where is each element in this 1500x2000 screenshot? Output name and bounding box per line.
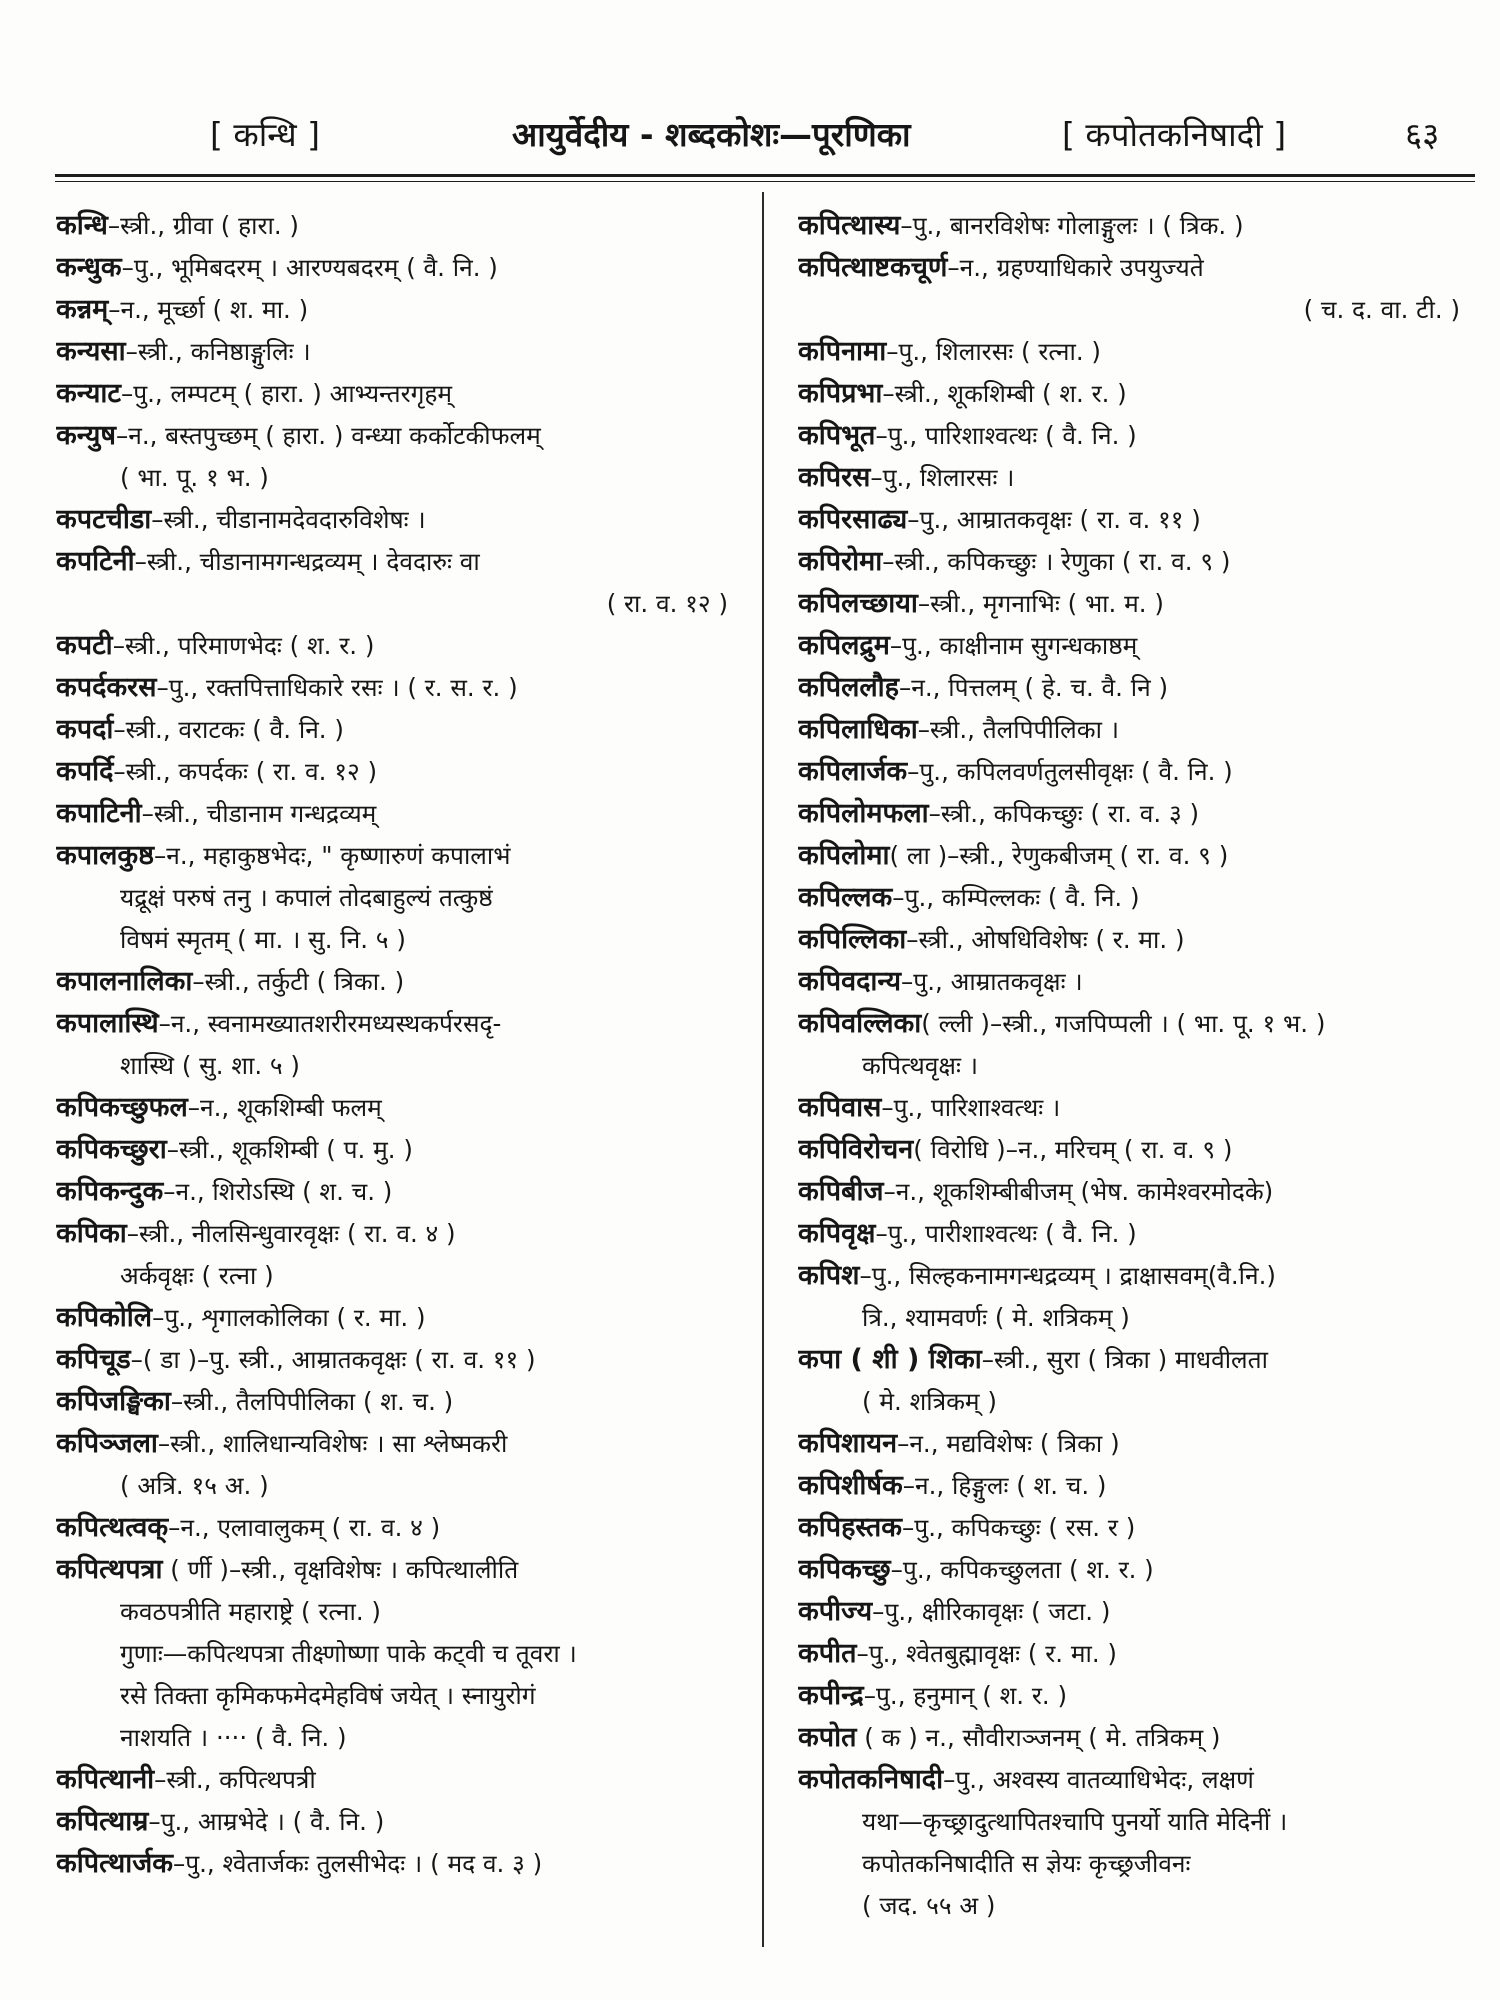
dictionary-entry xyxy=(798,1549,1478,1591)
entry-first-line xyxy=(56,415,746,457)
entry-headword: कपर्दि xyxy=(56,756,114,787)
entry-headword: कपिबीज xyxy=(798,1176,884,1207)
entry-headword: कपालनालिका xyxy=(56,966,193,997)
entry-headword: कपटिनी xyxy=(56,546,135,577)
entry-definition: –पु., आम्रातकवृक्षः । xyxy=(901,967,1083,996)
entry-first-line xyxy=(798,1591,1478,1633)
entry-first-line xyxy=(56,1759,746,1801)
entry-definition: –स्त्री., शूकशिम्बी ( श. र. ) xyxy=(882,379,1127,408)
entry-first-line xyxy=(798,1759,1478,1801)
entry-first-line xyxy=(56,1507,746,1549)
dictionary-entry xyxy=(798,1087,1478,1129)
entry-definition: –पु., शिलारसः । xyxy=(870,463,1015,492)
entry-definition: ( ला )–स्त्री., रेणुकबीजम् ( रा. व. ९ ) xyxy=(889,841,1229,870)
entry-definition: –पु., कपिलवर्णतुलसीवृक्षः ( वै. नि. ) xyxy=(907,757,1233,786)
entry-definition: –न., शिरोऽस्थि ( श. च. ) xyxy=(163,1177,393,1206)
dictionary-entry xyxy=(798,415,1478,457)
dictionary-entry xyxy=(798,247,1478,331)
entry-definition: –पु., सिल्हकनामगन्धद्रव्यम् । द्राक्षासवम्(वै.नि.) xyxy=(859,1261,1276,1290)
entry-headword: कपित्थाष्टकचूर्ण xyxy=(798,252,948,283)
entry-headword: कन्धुक xyxy=(56,252,122,283)
entry-reference: ( च. द. वा. टी. ) xyxy=(1303,295,1460,324)
entry-definition: –न., पित्तलम् ( हे. च. वै. नि ) xyxy=(899,673,1169,702)
entry-first-line xyxy=(56,499,746,541)
entry-headword: कपिप्रभा xyxy=(798,378,883,409)
entry-definition: –न., मद्यविशेषः ( त्रिका ) xyxy=(897,1429,1120,1458)
entry-first-line xyxy=(56,793,746,835)
entry-headword: कपिकच्छुफल xyxy=(56,1092,188,1123)
entry-first-line xyxy=(56,205,746,247)
header-rule-thick xyxy=(55,174,1475,177)
entry-headword: कपिलार्जक xyxy=(798,756,908,787)
dictionary-entry xyxy=(56,1297,746,1339)
entry-definition: ( र्णी )–स्त्री., वृक्षविशेषः । कपित्थालीति xyxy=(162,1555,519,1584)
entry-headword: कपाटिनी xyxy=(56,798,142,829)
entry-headword: कपीन्द्र xyxy=(798,1680,864,1711)
entry-headword: कपिवास xyxy=(798,1092,882,1123)
dictionary-entry xyxy=(798,583,1478,625)
dictionary-entry xyxy=(798,1507,1478,1549)
entry-first-line xyxy=(798,625,1478,667)
entry-headword: कपित्थत्वक् xyxy=(56,1512,169,1543)
entry-definition: –पु., कपिकच्छुः ( रस. र ) xyxy=(902,1513,1136,1542)
entry-first-line xyxy=(798,1549,1478,1591)
entry-headword: कपिवल्लिका xyxy=(798,1008,922,1039)
entry-headword: कपिवदान्य xyxy=(798,966,902,997)
entry-first-line xyxy=(56,751,746,793)
entry-definition: –पु., हनुमान् ( श. र. ) xyxy=(863,1681,1068,1710)
entry-definition: –स्त्री., कपर्दकः ( रा. व. १२ ) xyxy=(113,757,378,786)
entry-headword: कपर्दा xyxy=(56,714,114,745)
entry-first-line xyxy=(798,1339,1478,1381)
entry-headword: कपिरसाढ्य xyxy=(798,504,908,535)
entry-definition: –स्त्री., परिमाणभेदः ( श. र. ) xyxy=(112,631,375,660)
dictionary-entry xyxy=(56,667,746,709)
entry-headword: कन्नम् xyxy=(56,294,109,325)
entry-headword: कपालास्थि xyxy=(56,1008,159,1039)
entry-definition: –स्त्री., चीडानामगन्धद्रव्यम् । देवदारुः वा xyxy=(134,547,480,576)
entry-continuation: कपोतकनिषादीति स ज्ञेयः कृच्छ्रजीवनः xyxy=(862,1849,1191,1878)
dictionary-entry xyxy=(798,625,1478,667)
entry-headword: कपर्दकरस xyxy=(56,672,157,703)
entry-first-line xyxy=(56,1171,746,1213)
entry-first-line xyxy=(798,1507,1478,1549)
entry-first-line xyxy=(56,331,746,373)
entry-first-line xyxy=(56,1339,746,1381)
entry-first-line xyxy=(56,625,746,667)
entry-definition: ( ल्ली )–स्त्री., गजपिप्पली । ( भा. पू. १ भ. ) xyxy=(921,1009,1326,1038)
entry-first-line xyxy=(798,457,1478,499)
entry-first-line xyxy=(798,835,1478,877)
entry-definition: –स्त्री., चीडानाम गन्धद्रव्यम् xyxy=(141,799,377,828)
entry-definition: –स्त्री., शालिधान्यविशेषः । सा श्लेष्मकरी xyxy=(157,1429,508,1458)
entry-first-line xyxy=(798,1087,1478,1129)
entry-headword: कपिरोमा xyxy=(798,546,883,577)
entry-definition: –पु., अश्वस्य वातव्याधिभेदः, लक्षणं xyxy=(943,1765,1254,1794)
entry-definition: –स्त्री., वराटकः ( वै. नि. ) xyxy=(113,715,344,744)
dictionary-entry xyxy=(56,1381,746,1423)
dictionary-entry xyxy=(56,289,746,331)
entry-first-line xyxy=(798,1003,1478,1045)
dictionary-entry xyxy=(798,205,1478,247)
dictionary-entry xyxy=(56,1339,746,1381)
dictionary-entry xyxy=(56,1087,746,1129)
entry-continuation: ( भा. पू. १ भ. ) xyxy=(120,463,269,492)
entry-reference: ( रा. व. १२ ) xyxy=(606,589,728,618)
entry-headword: कपिवृक्ष xyxy=(798,1218,876,1249)
entry-headword: कन्युष xyxy=(56,420,116,451)
entry-first-line xyxy=(798,373,1478,415)
dictionary-entry xyxy=(798,331,1478,373)
entry-headword: कपित्थानी xyxy=(56,1764,155,1795)
dictionary-entry xyxy=(798,1717,1478,1759)
entry-first-line xyxy=(56,709,746,751)
dictionary-entry xyxy=(798,1633,1478,1675)
entry-headword: कन्धि xyxy=(56,210,108,241)
entry-first-line xyxy=(798,541,1478,583)
entry-definition: –पु., क्षीरिकावृक्षः ( जटा. ) xyxy=(872,1597,1111,1626)
dictionary-entry xyxy=(56,373,746,415)
entry-definition: ( विरोधि )–न., मरिचम् ( रा. व. ९ ) xyxy=(913,1135,1233,1164)
entry-continuation: शास्थि ( सु. शा. ५ ) xyxy=(120,1051,300,1080)
entry-continuation: रसे तिक्ता कृमिकफमेदमेहविषं जयेत् । स्नायुरोगं xyxy=(120,1681,536,1710)
entry-headword: कपिश xyxy=(798,1260,860,1291)
entry-definition: –स्त्री., कपित्थपत्री xyxy=(154,1765,316,1794)
dictionary-entry xyxy=(56,625,746,667)
entry-headword: कपिहस्तक xyxy=(798,1512,903,1543)
dictionary-entry xyxy=(798,1465,1478,1507)
entry-definition: –स्त्री., सुरा ( त्रिका ) माधवीलता xyxy=(981,1345,1268,1374)
entry-headword: कपिका xyxy=(56,1218,127,1249)
entry-definition: –स्त्री., नीलसिन्धुवारवृक्षः ( रा. व. ४ ) xyxy=(126,1219,456,1248)
entry-continuation: विषमं स्मृतम् ( मा. । सु. नि. ५ ) xyxy=(120,925,406,954)
dictionary-entry xyxy=(56,1801,746,1843)
entry-first-line xyxy=(798,919,1478,961)
entry-first-line xyxy=(798,583,1478,625)
entry-first-line xyxy=(56,1213,746,1255)
dictionary-entry xyxy=(798,1003,1478,1087)
entry-headword: कपिशीर्षक xyxy=(798,1470,903,1501)
entry-headword: कपिचूड xyxy=(56,1344,131,1375)
entry-definition: –स्त्री., तर्कुटी ( त्रिका. ) xyxy=(192,967,405,996)
entry-definition: –पु., पारिशाश्वत्थः ( वै. नि. ) xyxy=(875,421,1137,450)
entry-definition: –पु., भूमिबदरम् । आरण्यबदरम् ( वै. नि. ) xyxy=(121,253,498,282)
header-title: आयुर्वेदीय - शब्दकोशः—पूरणिका xyxy=(512,115,911,154)
dictionary-entry xyxy=(798,793,1478,835)
entry-definition: –पु., आम्रातकवृक्षः ( रा. व. ११ ) xyxy=(907,505,1201,534)
dictionary-entry xyxy=(56,1171,746,1213)
entry-first-line xyxy=(798,1255,1478,1297)
dictionary-entry xyxy=(798,751,1478,793)
column-divider xyxy=(762,192,764,1947)
entry-definition: –पु., बानरविशेषः गोलाङ्गुलः । ( त्रिक. ) xyxy=(900,211,1244,240)
dictionary-entry xyxy=(56,499,746,541)
entry-headword: कपिलोमा xyxy=(798,840,890,871)
entry-definition: –पु., लम्पटम् ( हारा. ) आभ्यन्तरगृहम् xyxy=(120,379,453,408)
entry-first-line xyxy=(798,709,1478,751)
entry-headword: कपिञ्जला xyxy=(56,1428,158,1459)
entry-definition: –पु., कम्पिल्लकः ( वै. नि. ) xyxy=(892,883,1140,912)
running-header xyxy=(0,105,1500,165)
dictionary-entry xyxy=(56,541,746,625)
entry-headword: कपिकच्छुरा xyxy=(56,1134,167,1165)
dictionary-entry xyxy=(798,1171,1478,1213)
entry-continuation: यद्रूक्षं परुषं तनु । कपालं तोदबाहुल्यं तत्कुष्ठं xyxy=(120,883,493,912)
dictionary-entry xyxy=(798,961,1478,1003)
dictionary-entry xyxy=(798,877,1478,919)
entry-headword: कपीत xyxy=(798,1638,857,1669)
entry-continuation: कवठपत्रीति महाराष्ट्रे ( रत्ना. ) xyxy=(120,1597,381,1626)
entry-definition: –न., एलावालुकम् ( रा. व. ४ ) xyxy=(168,1513,441,1542)
dictionary-entry xyxy=(798,1213,1478,1255)
entry-headword: कपोतकनिषादी xyxy=(798,1764,944,1795)
header-left-guideword: [ कन्धि ] xyxy=(210,115,321,154)
entry-definition: –( डा )–पु. स्त्री., आम्रातकवृक्षः ( रा. व. ११ ) xyxy=(130,1345,536,1374)
right-column xyxy=(798,205,1478,1927)
entry-continuation: कपित्थवृक्षः । xyxy=(862,1051,979,1080)
entry-definition: –न., ग्रहण्याधिकारे उपयुज्यते xyxy=(947,253,1204,282)
entry-first-line xyxy=(56,373,746,415)
entry-first-line xyxy=(56,541,746,583)
dictionary-entry xyxy=(798,1339,1478,1423)
entry-first-line xyxy=(798,1717,1478,1759)
dictionary-entry xyxy=(56,205,746,247)
entry-definition: –स्त्री., चीडानामदेवदारुविशेषः । xyxy=(151,505,426,534)
entry-definition: –स्त्री., तैलपिपीलिका । xyxy=(917,715,1120,744)
entry-definition: –स्त्री., कपिकच्छुः । रेणुका ( रा. व. ९ ) xyxy=(882,547,1231,576)
entry-definition: –पु., श्वेतबुह्मावृक्षः ( र. मा. ) xyxy=(856,1639,1117,1668)
entry-first-line xyxy=(798,499,1478,541)
dictionary-entry xyxy=(798,457,1478,499)
entry-first-line xyxy=(56,1381,746,1423)
entry-definition: –न., बस्तपुच्छम् ( हारा. ) वन्ध्या कर्कोटकीफलम् xyxy=(115,421,541,450)
entry-first-line xyxy=(56,289,746,331)
dictionary-entry xyxy=(56,1549,746,1759)
entry-definition: –पु., श्वेतार्जकः तुलसीभेदः । ( मद व. ३ ) xyxy=(172,1849,543,1878)
entry-definition: –पु., काक्षीनाम सुगन्धकाष्ठम् xyxy=(889,631,1138,660)
entry-first-line xyxy=(56,247,746,289)
entry-first-line xyxy=(798,877,1478,919)
entry-definition: –पु., कपिकच्छुलता ( श. र. ) xyxy=(890,1555,1154,1584)
entry-definition: –न., स्वनामख्यातशरीरमध्यस्थकर्परसदृ- xyxy=(158,1009,502,1038)
entry-first-line xyxy=(798,415,1478,457)
entry-headword: कपित्थार्जक xyxy=(56,1848,173,1879)
entry-headword: कपटचीडा xyxy=(56,504,152,535)
dictionary-entry xyxy=(798,919,1478,961)
dictionary-entry xyxy=(798,1591,1478,1633)
header-right-guideword: [ कपोतकनिषादी ] xyxy=(1062,115,1287,154)
entry-definition: –पु., पारीशाश्वत्थः ( वै. नि. ) xyxy=(875,1219,1137,1248)
entry-headword: कपिजङ्घिका xyxy=(56,1386,171,1417)
dictionary-entry xyxy=(56,835,746,961)
dictionary-entry xyxy=(798,1255,1478,1339)
entry-definition: –न., मूर्च्छा ( श. मा. ) xyxy=(108,295,309,324)
entry-first-line xyxy=(56,961,746,1003)
entry-first-line xyxy=(798,793,1478,835)
entry-definition: –पु., शिलारसः ( रत्ना. ) xyxy=(886,337,1101,366)
left-column xyxy=(56,205,746,1885)
page-number: ६३ xyxy=(1405,115,1440,154)
entry-headword: कपित्थपत्रा xyxy=(56,1554,163,1585)
entry-continuation: अर्कवृक्षः ( रत्ना ) xyxy=(120,1261,274,1290)
entry-first-line xyxy=(798,205,1478,247)
entry-first-line xyxy=(798,1213,1478,1255)
entry-definition: –स्त्री., मृगनाभिः ( भा. म. ) xyxy=(917,589,1164,618)
entry-first-line xyxy=(56,1003,746,1045)
dictionary-entry xyxy=(56,1129,746,1171)
dictionary-entry xyxy=(56,751,746,793)
dictionary-entry xyxy=(56,1003,746,1087)
entry-headword: कपिभूत xyxy=(798,420,876,451)
entry-continuation: यथा—कृच्छ्रादुत्थापितश्चापि पुनर्यो याति मेदिनीं । xyxy=(862,1807,1288,1836)
entry-first-line xyxy=(56,1423,746,1465)
entry-first-line xyxy=(56,1087,746,1129)
entry-headword: कपिल्लक xyxy=(798,882,893,913)
dictionary-entry xyxy=(56,1507,746,1549)
entry-first-line xyxy=(56,835,746,877)
entry-first-line xyxy=(56,1297,746,1339)
dictionary-entry xyxy=(798,1129,1478,1171)
dictionary-entry xyxy=(798,541,1478,583)
entry-first-line xyxy=(56,667,746,709)
dictionary-entry xyxy=(798,667,1478,709)
dictionary-entry xyxy=(798,1675,1478,1717)
entry-headword: कपिललौह xyxy=(798,672,900,703)
dictionary-entry xyxy=(56,415,746,499)
entry-headword: कपिलद्रुम xyxy=(798,630,890,661)
entry-headword: कपटी xyxy=(56,630,113,661)
entry-headword: कपिनामा xyxy=(798,336,887,367)
entry-definition: –पु., आम्रभेदे । ( वै. नि. ) xyxy=(148,1807,385,1836)
dictionary-entry xyxy=(798,1423,1478,1465)
entry-headword: कपोत xyxy=(798,1722,857,1753)
entry-definition: –स्त्री., कपिकच्छुः ( रा. व. ३ ) xyxy=(928,799,1200,828)
entry-first-line xyxy=(798,667,1478,709)
entry-headword: कपालकुष्ठ xyxy=(56,840,155,871)
dictionary-entry xyxy=(798,499,1478,541)
entry-headword: कपिकन्दुक xyxy=(56,1176,164,1207)
header-rule-thin xyxy=(55,181,1475,182)
dictionary-entry xyxy=(56,247,746,289)
dictionary-entry xyxy=(56,1759,746,1801)
entry-definition: –न., शूकशिम्बीबीजम् (भेष. कामेश्वरमोदके) xyxy=(883,1177,1274,1206)
entry-continuation: नाशयति । ···· ( वै. नि. ) xyxy=(120,1723,347,1752)
dictionary-entry xyxy=(798,835,1478,877)
entry-definition: –पु., रक्तपित्ताधिकारे रसः । ( र. स. र. ) xyxy=(156,673,518,702)
dictionary-entry xyxy=(798,373,1478,415)
entry-continuation: गुणाः—कपित्थपत्रा तीक्ष्णोष्णा पाके कट्वी च तूवरा । xyxy=(120,1639,577,1668)
entry-headword: कपिशायन xyxy=(798,1428,898,1459)
entry-definition: ( क ) न., सौवीराञ्जनम् ( मे. तत्रिकम् ) xyxy=(856,1723,1221,1752)
dictionary-entry xyxy=(798,1759,1478,1927)
entry-first-line xyxy=(798,1171,1478,1213)
entry-first-line xyxy=(798,247,1478,289)
entry-continuation: ( अत्रि. १५ अ. ) xyxy=(120,1471,269,1500)
entry-first-line xyxy=(798,1675,1478,1717)
dictionary-entry xyxy=(56,961,746,1003)
entry-continuation: ( जद. ५५ अ ) xyxy=(862,1891,996,1920)
entry-headword: कपीज्य xyxy=(798,1596,873,1627)
entry-definition: –स्त्री., ग्रीवा ( हारा. ) xyxy=(107,211,299,240)
entry-first-line xyxy=(798,1633,1478,1675)
dictionary-entry xyxy=(56,1843,746,1885)
entry-definition: –न., महाकुष्ठभेदः, " कृष्णारुणं कपालाभं xyxy=(154,841,511,870)
dictionary-entry xyxy=(798,709,1478,751)
entry-first-line xyxy=(56,1843,746,1885)
entry-definition: –स्त्री., शूकशिम्बी ( प. मु. ) xyxy=(166,1135,413,1164)
entry-first-line xyxy=(798,751,1478,793)
entry-headword: कपित्थास्य xyxy=(798,210,901,241)
entry-definition: –स्त्री., तैलपिपीलिका ( श. च. ) xyxy=(170,1387,454,1416)
entry-headword: कपिरस xyxy=(798,462,871,493)
entry-headword: कपिलच्छाया xyxy=(798,588,918,619)
entry-headword: कपिलोमफला xyxy=(798,798,929,829)
dictionary-entry xyxy=(56,709,746,751)
entry-definition: –पु., पारिशाश्वत्थः । xyxy=(881,1093,1061,1122)
entry-first-line xyxy=(56,1129,746,1171)
entry-headword: कपिकच्छु xyxy=(798,1554,891,1585)
entry-headword: कपिकोलि xyxy=(56,1302,153,1333)
entry-headword: कपिलाधिका xyxy=(798,714,918,745)
entry-continuation: ( मे. शत्रिकम् ) xyxy=(862,1387,997,1416)
entry-first-line xyxy=(56,1549,746,1591)
entry-continuation: त्रि., श्यामवर्णः ( मे. शत्रिकम् ) xyxy=(862,1303,1130,1332)
dictionary-entry xyxy=(56,793,746,835)
entry-first-line xyxy=(56,1801,746,1843)
dictionary-entry xyxy=(56,331,746,373)
entry-definition: –न., हिङ्गुलः ( श. च. ) xyxy=(902,1471,1107,1500)
entry-definition: –स्त्री., कनिष्ठाङ्गुलिः । xyxy=(125,337,311,366)
entry-definition: –स्त्री., ओषधिविशेषः ( र. मा. ) xyxy=(906,925,1185,954)
dictionary-entry xyxy=(56,1423,746,1507)
entry-headword: कपा ( शी ) शिका xyxy=(798,1344,982,1375)
entry-first-line xyxy=(798,1129,1478,1171)
entry-definition: –पु., शृगालकोलिका ( र. मा. ) xyxy=(152,1303,426,1332)
entry-first-line xyxy=(798,1423,1478,1465)
entry-headword: कन्याट xyxy=(56,378,121,409)
entry-first-line xyxy=(798,331,1478,373)
entry-first-line xyxy=(798,1465,1478,1507)
dictionary-entry xyxy=(56,1213,746,1297)
entry-definition: –न., शूकशिम्बी फलम् xyxy=(187,1093,382,1122)
entry-headword: कपित्थाम्र xyxy=(56,1806,149,1837)
entry-headword: कन्यसा xyxy=(56,336,126,367)
entry-first-line xyxy=(798,961,1478,1003)
entry-headword: कपिविरोचन xyxy=(798,1134,914,1165)
entry-headword: कपिल्लिका xyxy=(798,924,907,955)
